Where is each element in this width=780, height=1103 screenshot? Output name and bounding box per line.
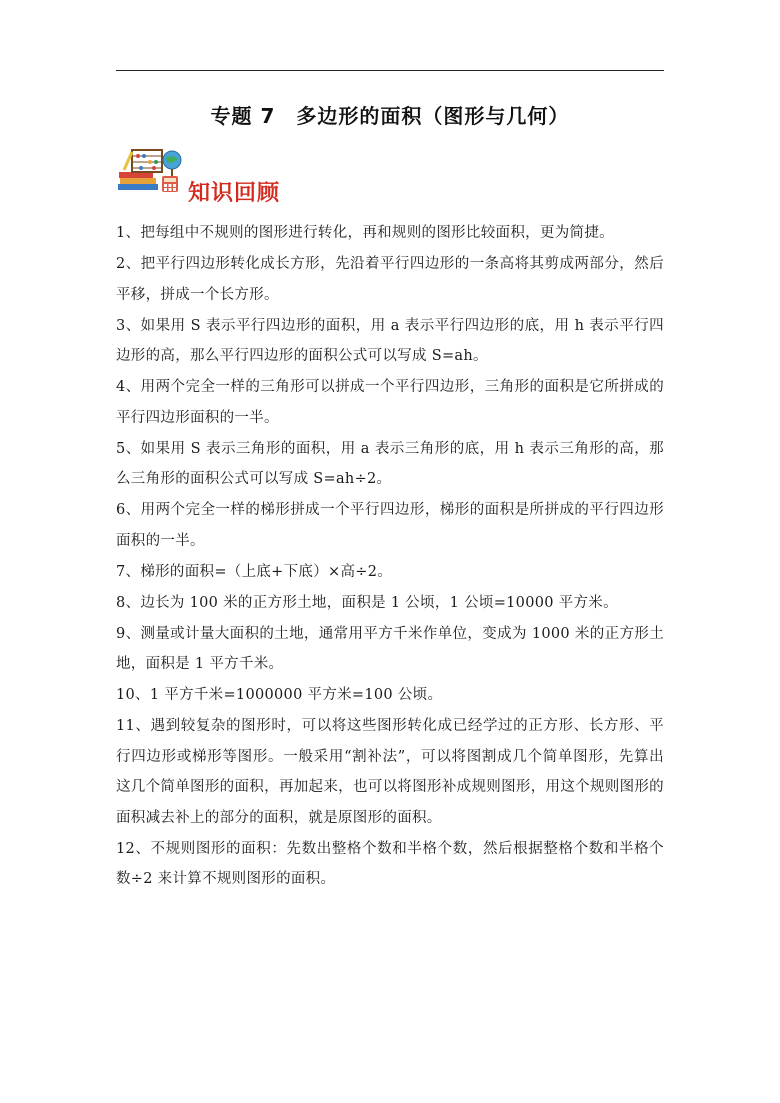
section-heading [116, 146, 316, 206]
list-item: 10、1 平方千米=1000000 平方米=100 公顷。 [116, 687, 443, 703]
list-item: 5、如果用 S 表示三角形的面积，用 a 表示三角形的底，用 h 表示三角形的高，那么三角形的面积公式可以写成 S=ah÷2。 [116, 440, 664, 487]
list-item: 3、如果用 S 表示平行四边形的面积，用 a 表示平行四边形的底，用 h 表示平行四边形的高，那么平行四边形的面积公式可以写成 S=ah。 [116, 317, 664, 364]
list-item: 4、用两个完全一样的三角形可以拼成一个平行四边形，三角形的面积是它所拼成的平行四边形面积的一半。 [116, 379, 664, 426]
page-title: 专题 7 多边形的面积（图形与几何） [210, 104, 570, 128]
list-item: 11、遇到较复杂的图形时，可以将这些图形转化成已经学过的正方形、长方形、平行四边形或梯形等图形。一般采用“割补法”，可以将图割成几个简单图形，先算出这几个简单图形的面积，再加起来，也可以将图形补成规则图形，用这个规则图形的面积减去补上的部分的面积，就是原图形的面积。 [116, 718, 664, 826]
list-item: 8、边长为 100 米的正方形土地，面积是 1 公顷，1 公顷=10000 平方米。 [116, 594, 618, 611]
list-item: 9、测量或计量大面积的土地，通常用平方千米作单位，变成为 1000 米的正方形土地，面积是 1 平方千米。 [116, 625, 664, 672]
header-rule [116, 70, 664, 71]
knowledge-list [116, 218, 664, 895]
list-item: 12、不规则图形的面积：先数出整格个数和半格个数，然后根据整格个数和半格个数÷2 来计算不规则图形的面积。 [116, 840, 664, 887]
list-item: 6、用两个完全一样的梯形拼成一个平行四边形，梯形的面积是所拼成的平行四边形面积的一半。 [116, 502, 664, 549]
list-item: 7、梯形的面积=（上底+下底）×高÷2。 [116, 563, 393, 580]
knowledge-review-icon [116, 146, 186, 196]
section-label: 知识回顾 [188, 181, 281, 206]
list-item: 2、把平行四边形转化成长方形，先沿着平行四边形的一条高将其剪成两部分，然后平移，拼成一个长方形。 [116, 256, 664, 303]
list-item: 1、把每组中不规则的图形进行转化，再和规则的图形比较面积，更为简捷。 [116, 225, 614, 241]
